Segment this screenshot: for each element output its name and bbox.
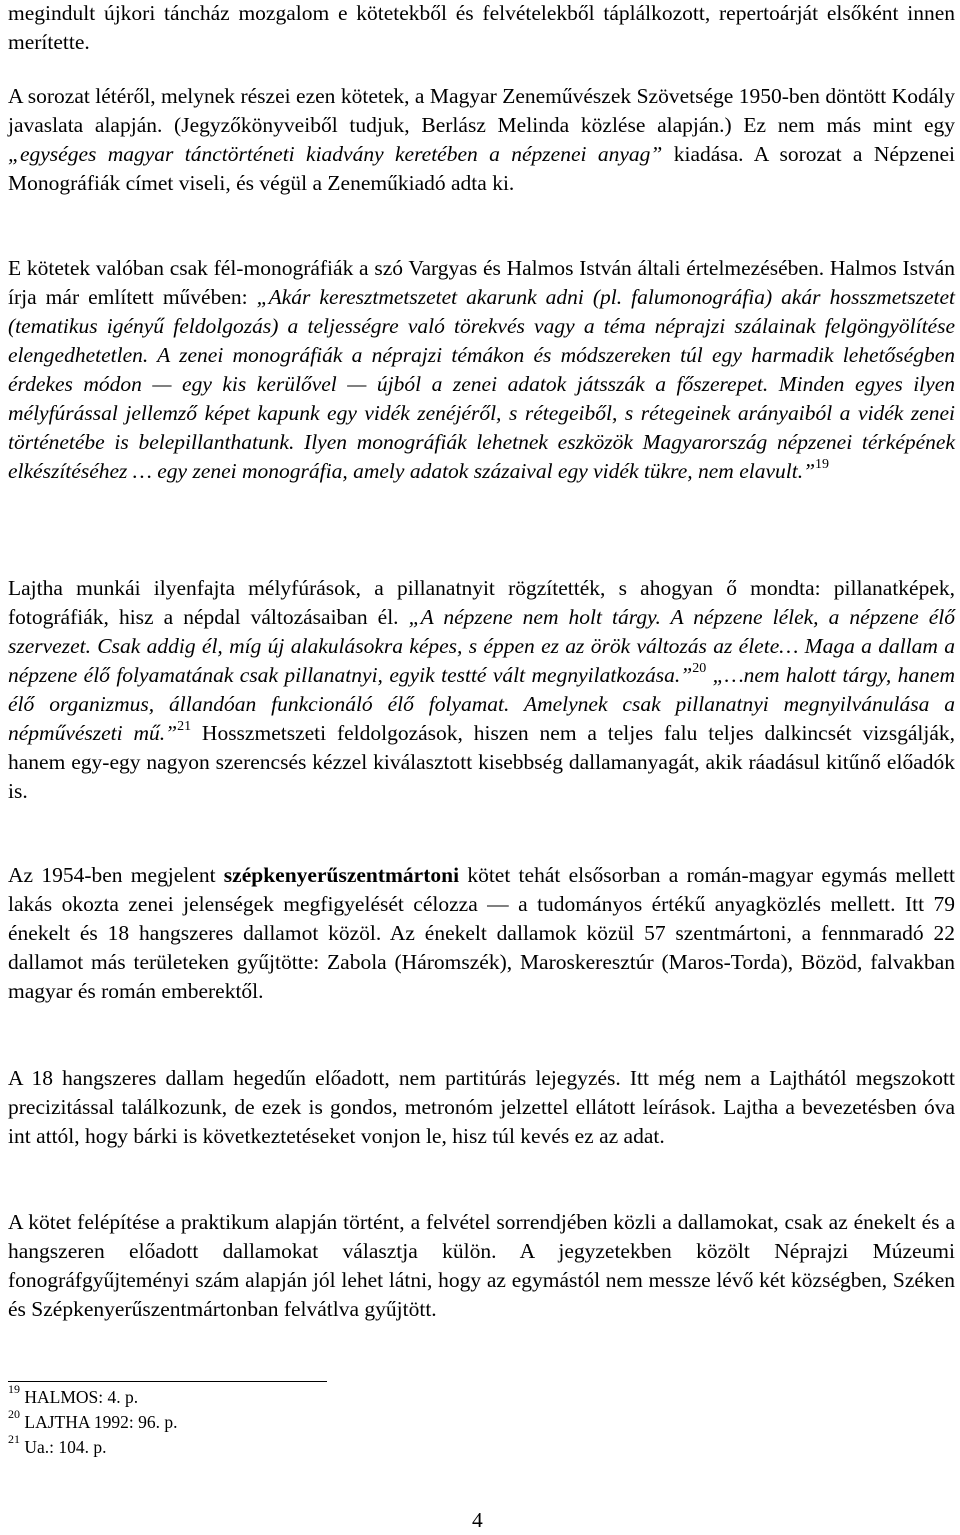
- footnote-number: 21: [8, 1432, 20, 1447]
- footnote-separator: [8, 1381, 327, 1382]
- paragraph-2: [8, 82, 955, 198]
- paragraph-5-text-c: kötet tehát elsősorban a román-magyar egymás mellett lakás okozta zenei jelenségek megfigyelését célozza — a tudományos értékű anyagközlés mellett. Itt 79 énekelt és 18 hangszeres dallamot közöl. Az énekelt dallamok közül 57 szentmártoni, a fennmaradó 22 dallamot más területeken gyűjtötte: Zabola (Háromszék), Maroskeresztúr (Maros-Torda), Bözöd, falvakban magyar és román emberektől.: [8, 863, 956, 1003]
- page-number: 4: [472, 1508, 483, 1532]
- paragraph-2-quote: „egységes magyar tánctörténeti kiadvány keretében a népzenei anyag”: [8, 142, 663, 166]
- paragraph-2-text-a: A sorozat létéről, melynek részei ezen kötetek, a Magyar Zeneművészek Szövetsége 1950-ben döntött Kodály javaslata alapján. (Jegyzőkönyveiből tudjuk, Berlász Melinda közlése alapján.) Ez nem más mint egy: [8, 84, 955, 137]
- paragraph-5-text-a: Az 1954-ben megjelent: [8, 863, 224, 887]
- footnote-number: 19: [8, 1382, 20, 1397]
- paragraph-3: [8, 254, 955, 486]
- paragraph-4-quote-2: „…nem halott tárgy, hanem élő organizmus, állandóan funkcionáló élő folyamat. Amelynek csak pillanatnyi megnyilvánulása a népművészeti mű.”: [8, 663, 956, 745]
- paragraph-7: A kötet felépítése a praktikum alapján történt, a felvétel sorrendjében közli a dallamokat, csak az énekelt és a hangszeren előadott dallamokat választja külön. A jegyzetekben közölt Néprajzi Múzeumi fonográfgyűjteményi szám alapján jól lehet látni, hogy az egymástól nem messze lévő két községben, Széken és Szépkenyerűszentmártonban felvátlva gyűjtött.: [8, 1210, 955, 1321]
- paragraph-4-quote-1: „A népzene nem holt tárgy. A népzene lélek, a népzene élő szervezet. Csak addig él, míg új alakulásokra képes, s éppen ez az örök változás az élete… Maga a dallam a népzene élő folyamatának csak pillanatnyi, egyik testté vált megnyilatkozása.”: [8, 605, 955, 687]
- paragraph-5: [8, 861, 955, 1006]
- footnote-20: [8, 1407, 178, 1435]
- footnote-text: HALMOS: 4. p.: [24, 1387, 139, 1407]
- footnotes: [8, 1382, 178, 1460]
- footnote-19: [8, 1382, 178, 1410]
- paragraph-5-bold-place: szépkenyerűszentmártoni: [223, 863, 460, 887]
- footnote-ref-21[interactable]: 21: [177, 718, 192, 734]
- footnote-ref-19[interactable]: 19: [815, 456, 830, 472]
- footnote-ref-20[interactable]: 20: [692, 660, 707, 676]
- paragraph-4-text-a: Lajtha munkái ilyenfajta mélyfúrások, a pillanatnyit rögzítették, s ahogyan ő mondta: pillanatképek, fotográfiák, hisz a népdal változásaiban él.: [8, 576, 955, 629]
- paragraph-1: megindult újkori táncház mozgalom e kötetekből és felvételekből táplálkozott, repertoárját elsőként innen merítette.: [8, 1, 955, 54]
- paragraph-4-text-e: Hosszmetszeti feldolgozások, hiszen nem a teljes falu teljes dalkincsét vizsgálják, hanem egy-egy nagyon szerencsés kézzel kiválasztott kisebbség dallamanyagát, akik ráadásul kitűnő előadók is.: [8, 721, 955, 803]
- footnote-number: 20: [8, 1407, 20, 1422]
- paragraph-2-text-c: kiadása. A sorozat a Népzenei Monográfiák címet viseli, és végül a Zeneműkiadó adta ki.: [8, 142, 955, 195]
- footnote-text: Ua.: 104. p.: [24, 1437, 107, 1457]
- footnote-21: [8, 1432, 178, 1460]
- paragraph-3-quote: „Akár keresztmetszetet akarunk adni (pl. falumonográfia) akár hosszmetszetet (tematikus igényű feldolgozás) a teljességre való törekvés vagy a téma néprajzi szálainak felgöngyölítése elengedhetetlen. A zenei monográfiák a néprajzi témákon és módszereken túl egy harmadik lehetőségben érdekes módon — egy kis kerülővel — újból a zenei adatok játsszák a főszerepet. Minden egyes ilyen mélyfúrással jellemző képet kapunk egy vidék zenéjéről, s rétegeiből, s rétegeinek arányaiból a vidék zenei történetébe is belepillanthatunk. Ilyen monográfiák lehetnek eszközök Magyarország népzenei térképének elkészítéséhez … egy zenei monográfia, amely adatok százaival egy vidék tükre, nem elavult.”: [8, 285, 955, 483]
- paragraph-4: [8, 574, 955, 806]
- paragraph-3-text-a: E kötetek valóban csak fél-monográfiák a szó Vargyas és Halmos István általi értelmezésében. Halmos István írja már említett művében:: [8, 256, 955, 309]
- footnote-text: LAJTHA 1992: 96. p.: [24, 1412, 178, 1432]
- paragraph-6: A 18 hangszeres dallam hegedűn előadott, nem partitúrás lejegyzés. Itt még nem a Lajthától megszokott precizitással találkozunk, de ezek is gondos, metronóm jelzettel ellátott leírások. Lajtha a bevezetésben óva int attól, hogy bárki is következtetéseket vonjon le, hisz túl kevés ez az adat.: [8, 1066, 955, 1148]
